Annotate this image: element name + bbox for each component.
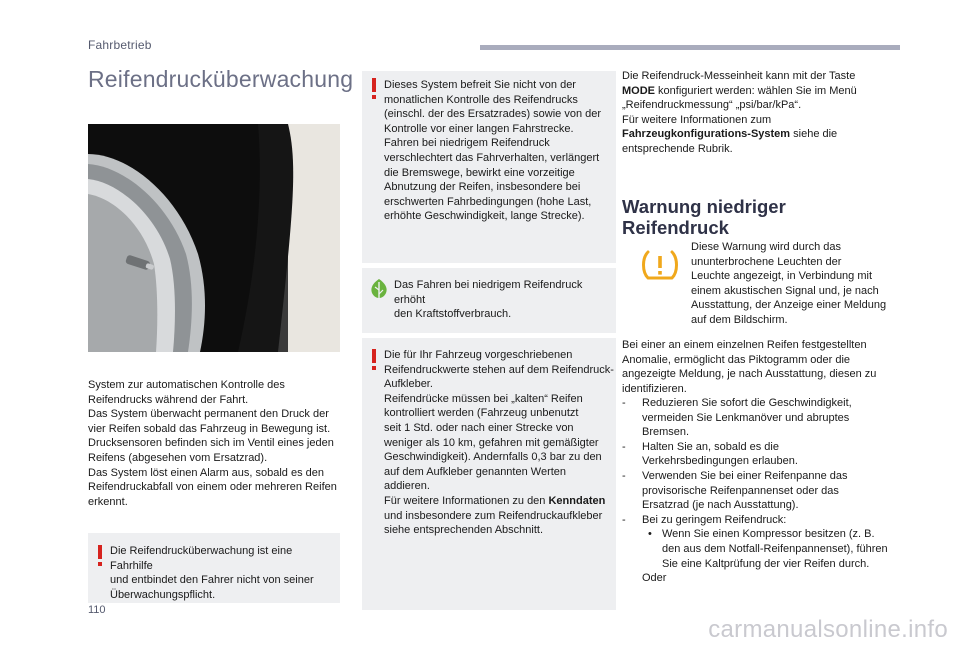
unit-config-text: Die Reifendruck-Messeinheit kann mit der Taste MODE konfiguriert werden: wählen Sie im Menü „Reifendruckmessung“ „psi/bar/kPa“. Für weitere Informationen zum Fahrzeugkonfigurations-System siehe die entsprechende Rubrik. (622, 70, 857, 155)
or-label: Oder (642, 572, 667, 585)
tyre-valve-photo (88, 124, 340, 352)
section-label: Fahrbetrieb (88, 38, 152, 52)
pressure-values-warning-box (362, 338, 616, 610)
sub-list (642, 527, 902, 571)
list-item: - Verwenden Sie bei einer Reifenpanne das provisorische Reifenpannenset oder das Ersatzrad (je nach Ausstattung). (622, 469, 848, 512)
exclamation-icon (371, 78, 377, 100)
exclamation-icon (97, 545, 103, 567)
tyre-pressure-warning-icon (640, 249, 680, 283)
monthly-check-warning-text: Dieses System befreit Sie nicht von der monatlichen Kontrolle des Reifendrucks (einschl. der des Ersatzrades) sowie von der Kontrolle vor einer langen Fahrstrecke. Fahren bei niedrigem Reifendruck verschlechtert das Fahrverhalten, verlängert die Bremswege, bewirkt eine vorzeitige Abnutzung der Reifen, insbesondere bei erschwerten Fahrbedingungen (hohe Last, erhöhte Geschwindigkeit, lange Strecke). (384, 79, 602, 223)
driving-aid-warning-box (88, 533, 340, 603)
action-list (622, 396, 902, 586)
page-number: 110 (88, 604, 106, 616)
driving-aid-warning-text: Die Reifendrucküberwachung ist eine Fahrhilfe und entbindet den Fahrer nicht von seiner Überwachungspflicht. (110, 545, 314, 601)
config-system-label: Fahrzeugkonfigurations-System (622, 128, 791, 141)
exclamation-icon (371, 349, 377, 371)
fuel-consumption-eco-box (362, 268, 616, 333)
sub-list-item: • Wenn Sie einen Kompressor besitzen (z. B. den aus dem Notfall-Reifenpannenset), führen Sie eine Kaltprüfung der vier Reifen durch. (648, 528, 888, 570)
section-heading: Warnung niedriger Reifendruck (622, 196, 786, 238)
list-item: - Bei zu geringem Reifendruck: • Wenn Sie einen Kompressor besitzen (z. B. den aus dem Notfall-Reifenpannenset), führen Sie eine Kaltprüfung der vier Reifen durch. Oder (622, 513, 902, 586)
mode-key-label: MODE (622, 84, 655, 97)
leaf-icon (368, 278, 390, 304)
detect-text: Bei einer an einem einzelnen Reifen festgestellten Anomalie, ermöglicht das Piktogramm oder die angezeigte Meldung, je nach Ausstattung, diesen zu identifizieren. (622, 339, 877, 395)
header-bar (480, 45, 900, 50)
list-item: - Halten Sie an, sobald es die Verkehrsbedingungen erlauben. (622, 440, 798, 468)
monthly-check-warning-box (362, 71, 616, 263)
fuel-consumption-eco-text: Das Fahren bei niedrigem Reifendruck erhöht den Kraftstoffverbrauch. (394, 279, 583, 321)
page-title: Reifendrucküberwachung (88, 66, 354, 92)
warning-light-text: Diese Warnung wird durch das ununterbrochene Leuchten der Leuchte angezeigt, in Verbindung mit einem akustischen Signal und, je nach Ausstattung, der Anzeige einer Meldung auf dem Bildschirm. (691, 241, 887, 326)
intro-text: System zur automatischen Kontrolle des Reifendrucks während der Fahrt. Das System überwacht permanent den Druck der vier Reifen sobald das Fahrzeug in Bewegung ist. Drucksensoren befinden sich im Ventil eines jeden Reifens (abgesehen vom Ersatzrad). Das System löst einen Alarm aus, sobald es den Reifendruckabfall von einem oder mehreren Reifen erkennt. (88, 379, 337, 508)
kenndaten-reference: Kenndaten (548, 494, 606, 507)
watermark: carmanualsonline.info (708, 616, 948, 643)
pressure-values-warning-text: Die für Ihr Fahrzeug vorgeschriebenen Reifendruckwerte stehen auf dem Reifendruck- Aufkleber. Reifendrücke müssen bei „kalten“ Reifen kontrolliert werden (Fahrzeug unbenutzt seit 1 Std. oder nach einer Strecke von weniger als 10 km, gefahren mit gemäßigter Geschwindigkeit). Andernfalls 0,3 bar zu den auf dem Aufkleber genannten Werten addieren. Für weitere Informationen zu den Kenndaten und insbesondere zum Reifendruckaufkleber siehe entsprechenden Abschnitt. (384, 349, 614, 537)
list-item: - Reduzieren Sie sofort die Geschwindigkeit, vermeiden Sie Lenkmanöver und abruptes Bremsen. (622, 397, 852, 439)
